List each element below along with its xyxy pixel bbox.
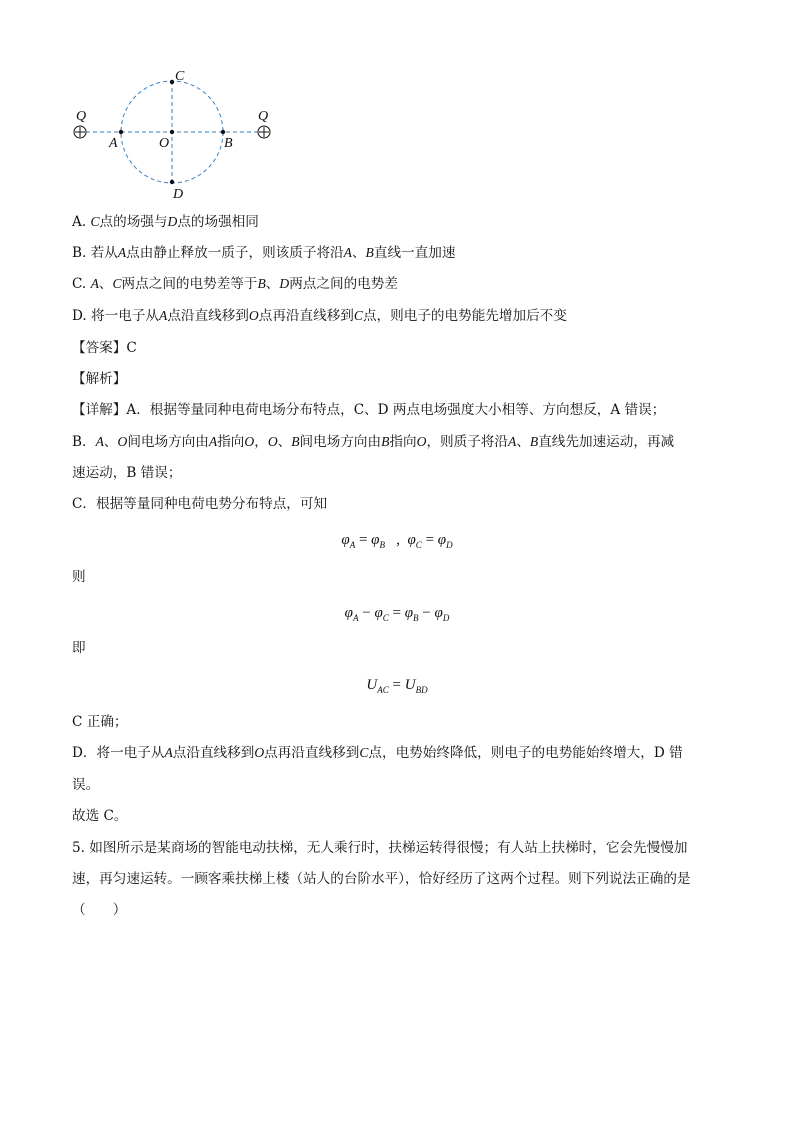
question5-line2: 速，再匀速运转。一顾客乘扶梯上楼（站人的台阶水平），恰好经历了这两个过程。则下列说法正确的是 xyxy=(72,871,691,887)
option-c: C. A、C两点之间的电势差等于B、D两点之间的电势差 xyxy=(72,276,398,292)
label-q-left: Q xyxy=(76,109,87,124)
b-explanation-line2: 速运动，B 错误； xyxy=(72,465,182,481)
point-d xyxy=(170,180,174,184)
option-a: A. C点的场强与D点的场强相同 xyxy=(72,214,259,230)
point-a xyxy=(119,130,123,134)
option-b: B. 若从A点由静止释放一质子，则该质子将沿A、B直线一直加速 xyxy=(72,245,456,261)
d-explanation-line2: 误。 xyxy=(72,777,100,793)
point-b xyxy=(221,130,225,134)
answer-line: 【答案】C xyxy=(72,340,137,356)
namely-word: 即 xyxy=(72,640,86,656)
conclusion-line: 故选 C。 xyxy=(72,808,128,824)
label-d: D xyxy=(173,187,184,202)
formula-voltage-equal: $U_{AC} = U_{BD}$ xyxy=(366,677,428,695)
formula-potential-difference: $\varphi_A - \varphi_C = \varphi_B - \varphi_D$ xyxy=(344,605,450,623)
label-c: C xyxy=(175,69,185,84)
positive-charge-right-icon xyxy=(258,126,270,138)
question5-line1: 5. 如图所示是某商场的智能电动扶梯，无人乘行时，扶梯运转得很慢；有人站上扶梯时，它会先慢慢加 xyxy=(72,840,688,856)
question5-bracket: （ ） xyxy=(72,902,127,918)
label-q-right: Q xyxy=(258,109,269,124)
analysis-heading: 【解析】 xyxy=(72,371,127,387)
d-explanation-line1: D．将一电子从A点沿直线移到O点再沿直线移到C点，电势始终降低，则电子的电势能始终增大，D 错 xyxy=(72,745,683,761)
label-b: B xyxy=(224,136,233,151)
then-word: 则 xyxy=(72,569,86,585)
charge-field-diagram xyxy=(62,60,282,205)
c-correct-line: C 正确； xyxy=(72,714,128,730)
positive-charge-left-icon xyxy=(74,126,86,138)
point-c xyxy=(170,80,174,84)
option-d: D. 将一电子从A点沿直线移到O点再沿直线移到C点，则电子的电势能先增加后不变 xyxy=(72,308,567,324)
point-o xyxy=(170,130,174,134)
formula-potential-equal: $\varphi_A = \varphi_B$ , $\varphi_C = \varphi_D$ xyxy=(341,532,453,550)
b-explanation-line1: B．A、O间电场方向由A指向O，O、B间电场方向由B指向O，则质子将沿A、B直线先加速运动，再减 xyxy=(72,434,675,450)
label-a: A xyxy=(109,136,118,151)
c-explanation-line: C．根据等量同种电荷电势分布特点，可知 xyxy=(72,496,328,512)
label-o: O xyxy=(159,136,170,151)
detail-line: 【详解】A．根据等量同种电荷电场分布特点，C、D 两点电场强度大小相等、方向想反，A 错误； xyxy=(72,402,666,418)
